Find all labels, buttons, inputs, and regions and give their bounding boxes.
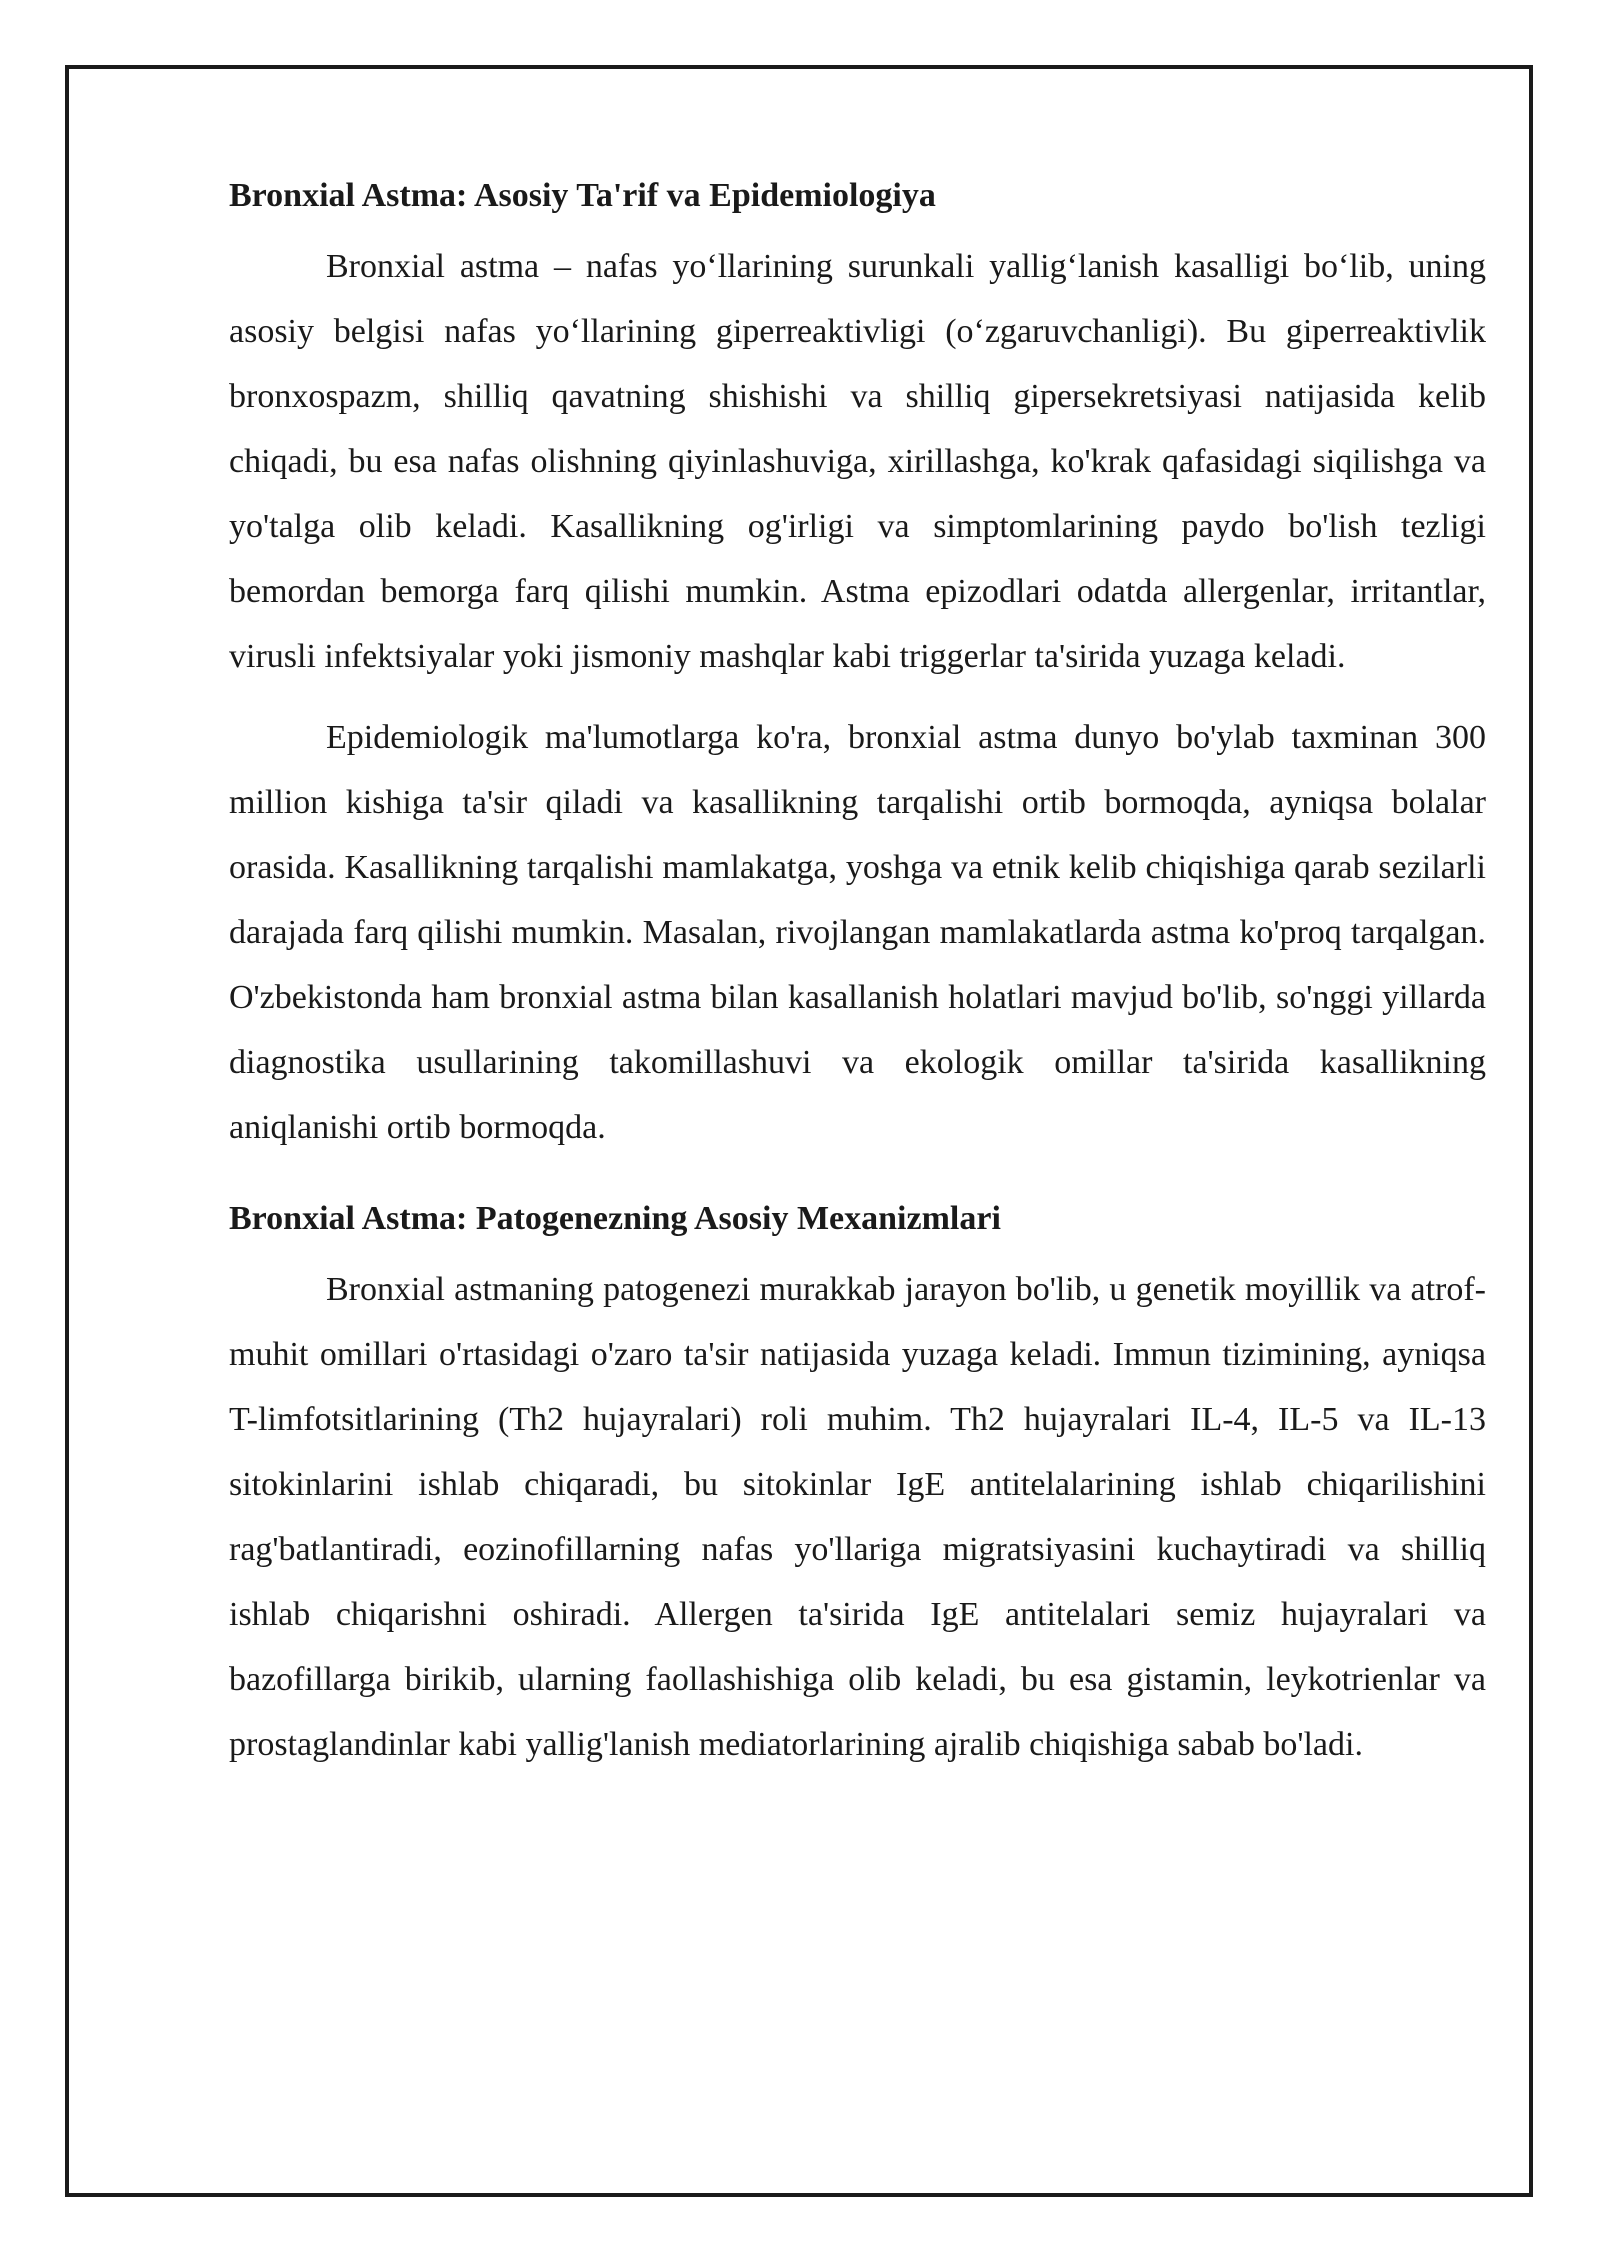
section-heading-definition: Bronxial Astma: Asosiy Ta'rif va Epidemiologiya [229, 177, 936, 214]
paragraph-definition: Bronxial astma – nafas yo‘llarining surunkali yallig‘lanish kasalligi bo‘lib, uning asosiy belgisi nafas yo‘llarining giperreaktivligi (o‘zgaruvchanligi). Bu giperreaktivlik bronxospazm, shilliq qavatning shishishi va shilliq gipersekretsiyasi natijasida kelib chiqadi, bu esa nafas olishning qiyinlashuviga, xirillashga, ko'krak qafasidagi siqilishga va yo'talga olib keladi. Kasallikning og'irligi va simptomlarining paydo bo'lish tezligi bemordan bemorga farq qilishi mumkin. Astma epizodlari odatda allergenlar, irritantlar, virusli infektsiyalar yoki jismoniy mashqlar kabi triggerlar ta'sirida yuzaga keladi. [229, 248, 1486, 675]
document-body [229, 172, 1486, 1793]
paragraph-pathogenesis: Bronxial astmaning patogenezi murakkab jarayon bo'lib, u genetik moyillik va atrof-muhit omillari o'rtasidagi o'zaro ta'sir natijasida yuzaga keladi. Immun tizimining, ayniqsa T-limfotsitlarining (Th2 hujayralari) roli muhim. Th2 hujayralari IL-4, IL-5 va IL-13 sitokinlarini ishlab chiqaradi, bu sitokinlar IgE antitelalarining ishlab chiqarilishini rag'batlantiradi, eozinofillarning nafas yo'llariga migratsiyasini kuchaytiradi va shilliq ishlab chiqarishni oshiradi. Allergen ta'sirida IgE antitelalari semiz hujayralari va bazofillarga birikib, ularning faollashishiga olib keladi, bu esa gistamin, leykotrienlar va prostaglandinlar kabi yallig'lanish mediatorlarining ajralib chiqishiga sabab bo'ladi. [229, 1271, 1486, 1763]
paragraph-epidemiology: Epidemiologik ma'lumotlarga ko'ra, bronxial astma dunyo bo'ylab taxminan 300 million kishiga ta'sir qiladi va kasallikning tarqalishi ortib bormoqda, ayniqsa bolalar orasida. Kasallikning tarqalishi mamlakatga, yoshga va etnik kelib chiqishiga qarab sezilarli darajada farq qilishi mumkin. Masalan, rivojlangan mamlakatlarda astma ko'proq tarqalgan. O'zbekistonda ham bronxial astma bilan kasallanish holatlari mavjud bo'lib, so'nggi yillarda diagnostika usullarining takomillashuvi va ekologik omillar ta'sirida kasallikning aniqlanishi ortib bormoqda. [229, 719, 1486, 1146]
section-heading-pathogenesis: Bronxial Astma: Patogenezning Asosiy Mexanizmlari [229, 1200, 1001, 1237]
